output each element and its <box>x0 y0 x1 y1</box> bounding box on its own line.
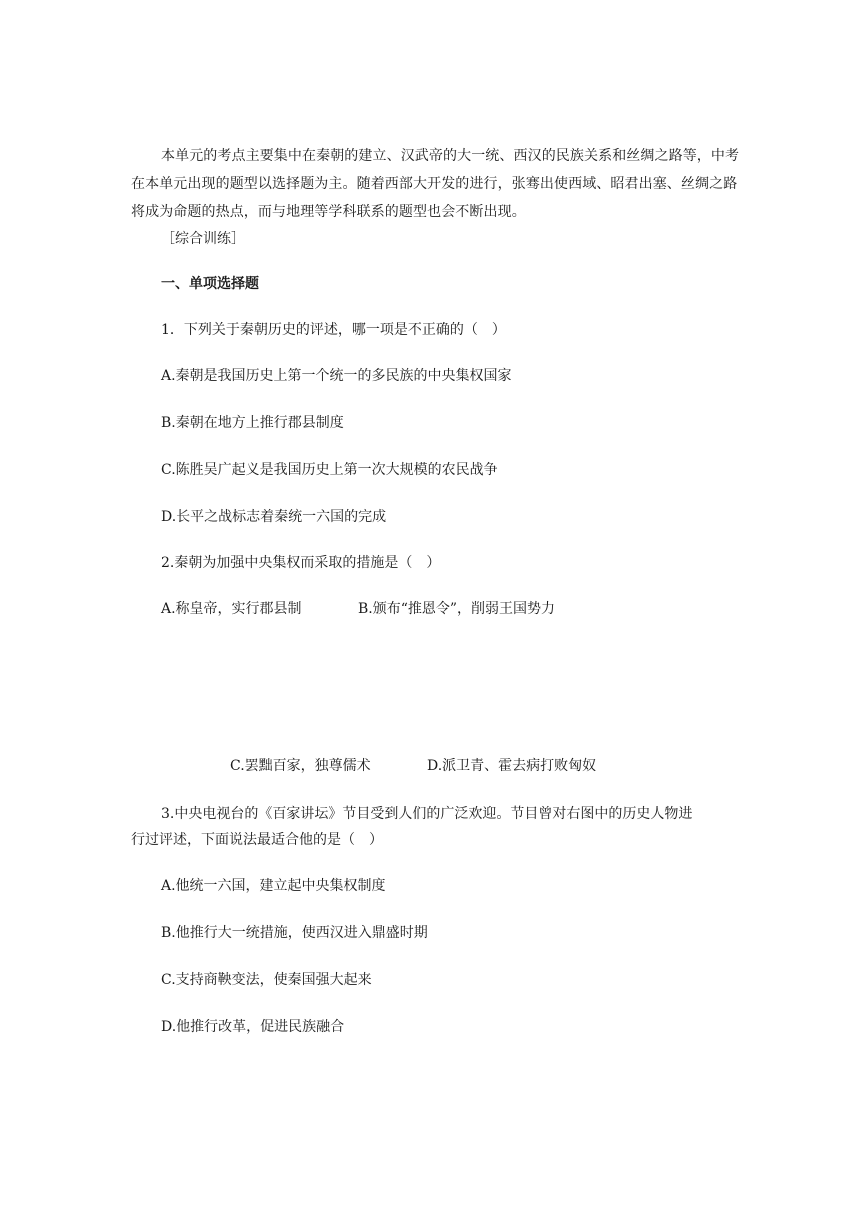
question-3-option-b: B.他推行大一统措施，使西汉进入鼎盛时期 <box>161 925 428 941</box>
question-1-option-b: B.秦朝在地方上推行郡县制度 <box>161 415 344 431</box>
question-1-option-a: A.秦朝是我国历史上第一个统一的多民族的中央集权国家 <box>161 368 512 384</box>
question-3-stem-line-1: 3.中央电视台的《百家讲坛》节目受到人们的广泛欢迎。节目曾对右图中的历史人物进 <box>161 806 693 822</box>
question-3-stem-line-2: 行过评述，下面说法最适合他的是（ ） <box>131 832 383 848</box>
question-1-option-d: D.长平之战标志着秦统一六国的完成 <box>161 509 387 525</box>
question-1-option-c: C.陈胜吴广起义是我国历史上第一次大规模的农民战争 <box>161 462 498 478</box>
section-title: ［综合训练］ <box>161 231 245 247</box>
question-3-option-d: D.他推行改革，促进民族融合 <box>161 1019 345 1035</box>
part-title: 一、单项选择题 <box>161 276 259 292</box>
question-2-stem: 2.秦朝为加强中央集权而采取的措施是（ ） <box>161 555 441 571</box>
question-2-option-a: A.称皇帝，实行郡县制 <box>161 601 302 617</box>
question-2-option-c: C.罢黜百家，独尊儒术 <box>230 758 371 774</box>
question-2-option-b: B.颁布“推恩令”，削弱王国势力 <box>358 601 556 617</box>
question-1-stem: 1．下列关于秦朝历史的评述，哪一项是不正确的（ ） <box>161 322 506 338</box>
question-2-option-d: D.派卫青、霍去病打败匈奴 <box>427 758 597 774</box>
intro-paragraph: 本单元的考点主要集中在秦朝的建立、汉武帝的大一统、西汉的民族关系和丝绸之路等，中考在本单元出现的题型以选择题为主。随着西部大开发的进行，张骞出使西域、昭君出塞、丝绸之路将成为命题的热点，而与地理等学科联系的题型也会不断出现。 <box>131 148 740 220</box>
question-3-option-c: C.支持商鞅变法，使秦国强大起来 <box>161 972 372 988</box>
question-3-option-a: A.他统一六国，建立起中央集权制度 <box>161 878 386 894</box>
